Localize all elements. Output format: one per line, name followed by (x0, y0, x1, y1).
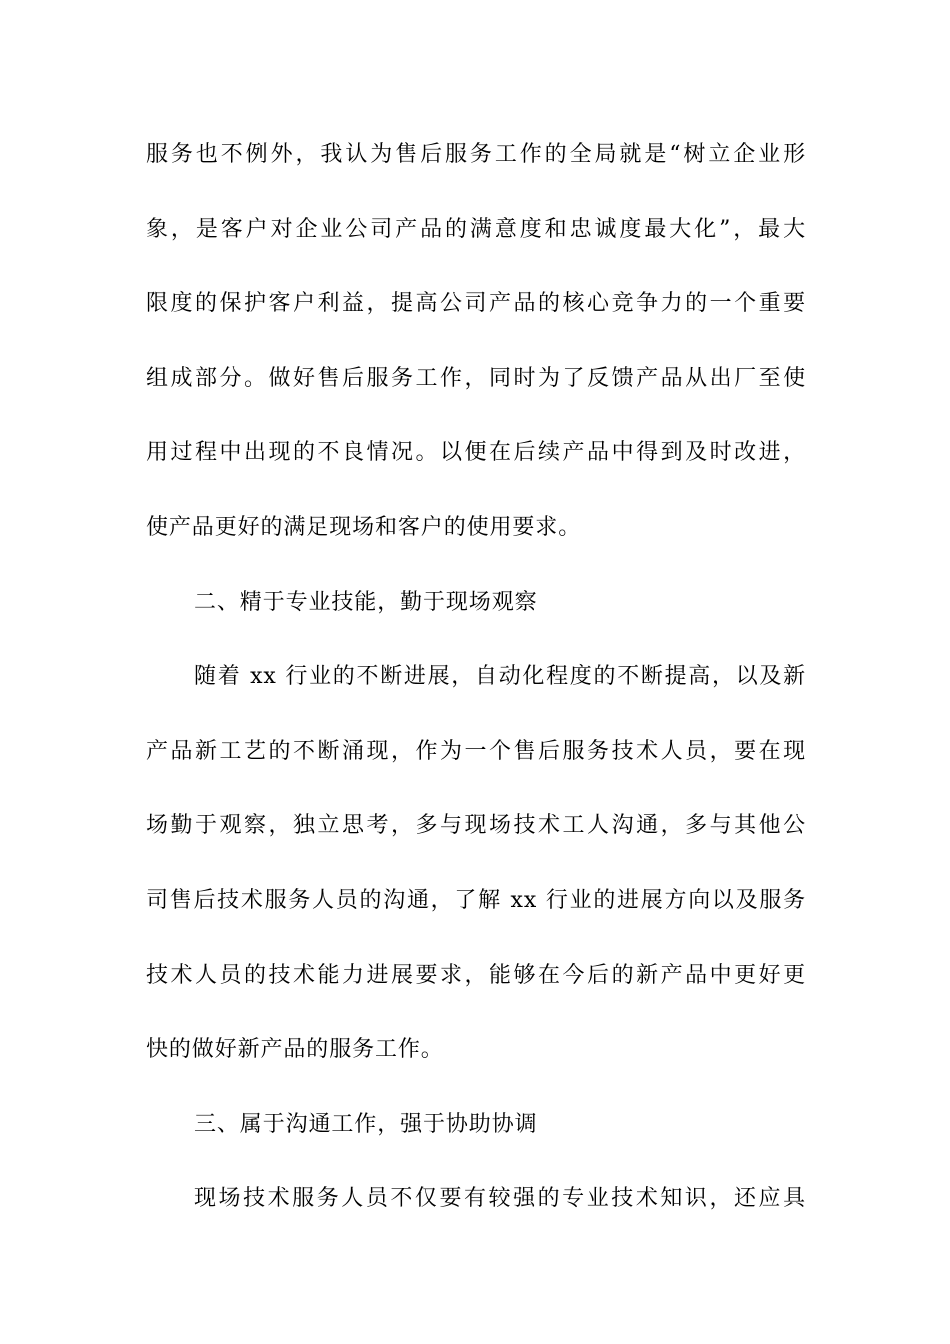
paragraph-line: 象，是客户对企业公司产品的满意度和忠诚度最大化”，最大 (146, 216, 806, 242)
paragraph-line: 现场技术服务人员不仅要有较强的专业技术知识，还应具 (194, 1186, 806, 1212)
paragraph-line: 服务也不例外，我认为售后服务工作的全局就是“树立企业形 (146, 142, 806, 167)
paragraph-line: 随着 xx 行业的不断进展，自动化程度的不断提高，以及新 (194, 664, 806, 690)
paragraph-line: 场勤于观察，独立思考，多与现场技术工人沟通，多与其他公 (146, 813, 806, 839)
paragraph-line: 产品新工艺的不断涌现，作为一个售后服务技术人员，要在现 (146, 738, 806, 764)
paragraph-line: 司售后技术服务人员的沟通，了解 xx 行业的进展方向以及服务 (146, 887, 806, 913)
paragraph-line: 用过程中出现的不良情况。以便在后续产品中得到及时改进， (146, 440, 806, 466)
document-body (146, 130, 806, 1249)
section-heading: 三、属于沟通工作，强于协助协调 (194, 1111, 538, 1137)
paragraph-line: 快的做好新产品的服务工作。 (146, 1037, 444, 1063)
paragraph-line: 使产品更好的满足现场和客户的使用要求。 (146, 514, 582, 540)
section-heading: 二、精于专业技能，勤于现场观察 (194, 589, 538, 615)
paragraph-line: 组成部分。做好售后服务工作，同时为了反馈产品从出厂至使 (146, 365, 806, 391)
paragraph-line: 限度的保护客户利益，提高公司产品的核心竞争力的一个重要 (146, 291, 806, 317)
paragraph-line: 技术人员的技术能力进展要求，能够在今后的新产品中更好更 (146, 962, 806, 988)
